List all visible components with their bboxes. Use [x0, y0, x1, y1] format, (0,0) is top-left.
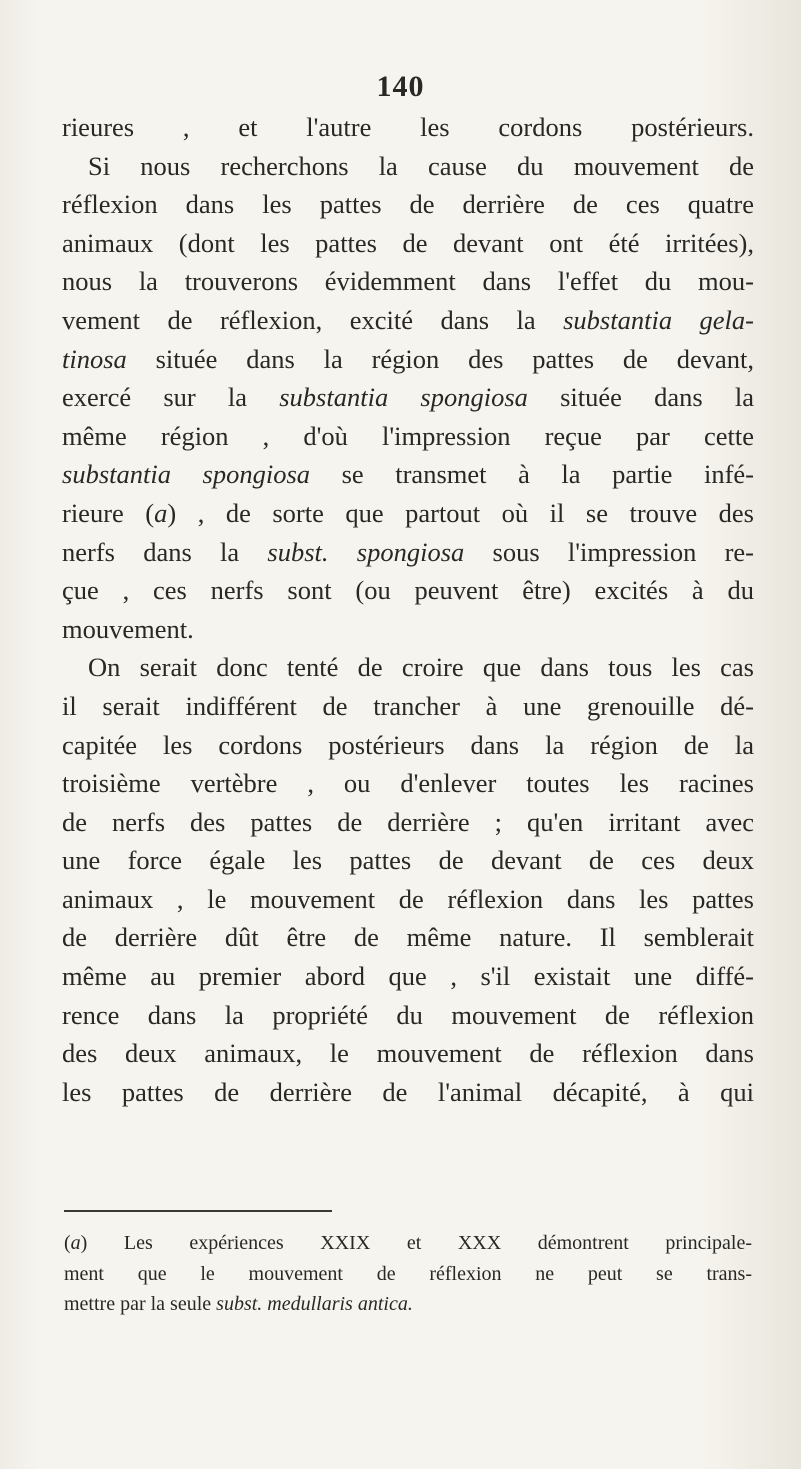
text-span: se transmet à la partie infé-	[310, 459, 755, 490]
text-line: il serait indifférent de trancher à une grenouille dé-	[62, 690, 754, 721]
text-line: capitée les cordons postérieurs dans la région de la	[62, 729, 754, 760]
text-line: animaux , le mouvement de réflexion dans les pattes	[62, 883, 754, 914]
text-line: Si nous recherchons la cause du mouvement de	[88, 150, 754, 181]
footnote	[64, 1228, 752, 1320]
text-span: vement de réflexion, excité dans la	[62, 304, 564, 335]
latin-term: substantia spongiosa	[279, 382, 528, 413]
latin-term: substantia spongiosa	[62, 459, 311, 490]
text-line: une force égale les pattes de devant de ces deux	[62, 845, 754, 876]
text-span: mettre par la seule	[64, 1293, 217, 1315]
latin-term: subst. medullaris antica.	[216, 1293, 413, 1315]
text-line: même au premier abord que , s'il existait une diffé-	[62, 961, 754, 992]
text-line: nous la trouverons évidemment dans l'effet du mou-	[62, 266, 754, 297]
footnote-line	[64, 1289, 752, 1320]
footnote-line	[64, 1228, 752, 1259]
text-span: ) Les expériences XXIX et XXX démontrent principale-	[80, 1232, 752, 1254]
text-line: les pattes de derrière de l'animal décapité, à qui	[62, 1076, 754, 1107]
text-line: çue , ces nerfs sont (ou peuvent être) excités à du	[62, 575, 754, 606]
text-line	[62, 494, 754, 533]
text-line	[62, 378, 754, 417]
text-line: On serait donc tenté de croire que dans tous les cas	[88, 652, 754, 683]
text-span: située dans la	[527, 382, 754, 413]
footnote-line: ment que le mouvement de réflexion ne peut se trans-	[64, 1262, 752, 1285]
text-span: exercé sur la	[62, 382, 280, 413]
text-span: nerfs dans la	[62, 536, 268, 567]
text-line: des deux animaux, le mouvement de réflexion dans	[62, 1038, 754, 1069]
latin-term: subst. spongiosa	[267, 536, 465, 567]
text-line: même région , d'où l'impression reçue par cette	[62, 420, 754, 451]
text-line	[62, 533, 754, 572]
footnote-divider	[64, 1210, 332, 1212]
text-line: rence dans la propriété du mouvement de réflexion	[62, 999, 754, 1030]
text-line: de derrière dût être de même nature. Il semblerait	[62, 922, 754, 953]
latin-term: substantia gela-	[563, 304, 754, 335]
main-text	[62, 108, 754, 1111]
text-line: réflexion dans les pattes de derrière de ces quatre	[62, 189, 754, 220]
text-line	[62, 301, 754, 340]
text-span: ) , de sorte que partout où il se trouve des	[167, 497, 754, 528]
text-line	[62, 340, 754, 379]
footnote-marker: a	[70, 1232, 81, 1254]
text-span: rieure (	[62, 497, 155, 528]
latin-term: tinosa	[62, 343, 127, 374]
text-span: située dans la région des pattes de devant,	[126, 343, 754, 374]
text-line: animaux (dont les pattes de devant ont été irritées),	[62, 227, 754, 258]
text-span: (	[64, 1232, 71, 1254]
text-line: de nerfs des pattes de derrière ; qu'en irritant avec	[62, 806, 754, 837]
text-line: rieures , et l'autre les cordons postérieurs.	[62, 112, 754, 142]
text-line: mouvement.	[62, 613, 194, 644]
page-number: 140	[376, 70, 425, 103]
text-line: troisième vertèbre , ou d'enlever toutes les racines	[62, 768, 754, 799]
footnote-ref: a	[154, 497, 168, 528]
text-span: sous l'impression re-	[464, 536, 754, 567]
text-line	[62, 455, 754, 494]
